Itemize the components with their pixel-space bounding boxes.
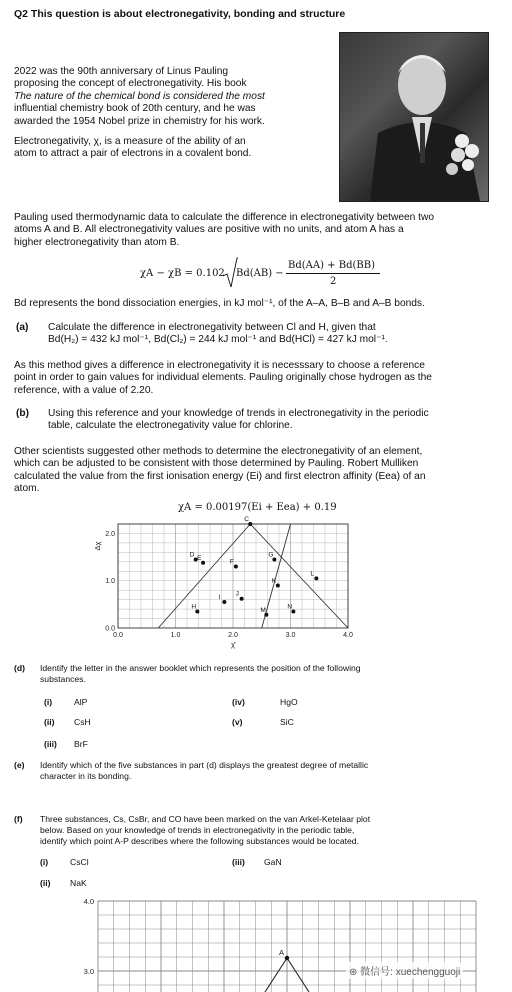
data-point bbox=[285, 956, 289, 960]
portrait-illustration bbox=[340, 33, 488, 201]
part-d-item-text: AlP bbox=[74, 697, 88, 707]
part-f-item-text: GaN bbox=[264, 857, 282, 867]
part-d-text: Identify the letter in the answer booklet which represents the position of the following substances. bbox=[40, 663, 361, 684]
y-tick-label: 2.0 bbox=[105, 530, 115, 538]
pauling-photo bbox=[339, 32, 489, 202]
data-point bbox=[234, 565, 238, 569]
part-d-label: (d) bbox=[14, 663, 25, 673]
point-label: E bbox=[197, 554, 202, 562]
data-point bbox=[276, 583, 280, 587]
part-f-item-num: (ii) bbox=[40, 878, 51, 888]
mulliken-paragraph: Other scientists suggested other methods to determine the electronegativity of an element, which can be adjusted to be consistent with those determined by Pauling. Robert Mulliken calculated the value from the first ionisation energy (Ei) and first electron affinity (Eea) of an atom. bbox=[14, 446, 426, 495]
part-f-label: (f) bbox=[14, 814, 23, 824]
x-tick-label: 3.0 bbox=[285, 632, 296, 639]
definition-paragraph: Electronegativity, χ, is a measure of the ability of an atom to attract a pair of electrons in a covalent bond. bbox=[14, 136, 252, 160]
x-tick-label: 0.0 bbox=[113, 632, 123, 639]
y-tick-label: 3.0 bbox=[83, 967, 94, 976]
part-e-text: Identify which of the five substances in part (d) displays the greatest degree of metallic character in its bonding. bbox=[40, 760, 369, 781]
part-f-item-text: CsCl bbox=[70, 857, 89, 867]
y-tick-label: 1.0 bbox=[105, 578, 115, 586]
pauling-paragraph: Pauling used thermodynamic data to calculate the difference in electronegativity between two atoms A and B. All electronegativity values are positive with no units, and atom A has a higher electronegativity than atom B. bbox=[14, 212, 435, 248]
data-point bbox=[314, 576, 318, 580]
point-label: A bbox=[279, 948, 285, 957]
part-d-item-num: (iv) bbox=[232, 697, 245, 707]
intro-paragraph: 2022 was the 90th anniversary of Linus Pauling proposing the concept of electronegativity. His book The nature of the chemical bond is considered the most influential chemistry book of 20th century, and he was awarded the 1954 Nobel prize in chemistry for his work. bbox=[14, 66, 265, 127]
part-b-text: Using this reference and your knowledge of trends in electronegativity in the periodic table, calculate the electronegativity value for chlorine. bbox=[48, 408, 429, 432]
point-label: D bbox=[189, 551, 195, 559]
triangle-edge bbox=[287, 958, 309, 992]
reference-paragraph: As this method gives a difference in electronegativity it is necesssary to choose a reference point in order to gain values for individual elements. Pauling originally chose hydrogen as the reference, with a value of 2.20. bbox=[14, 360, 432, 396]
part-d-item-text: HgO bbox=[280, 697, 298, 707]
point-label: F bbox=[229, 558, 234, 566]
x-tick-label: 4.0 bbox=[343, 632, 353, 639]
part-d-item-num: (v) bbox=[232, 717, 243, 727]
y-tick-label: 0.0 bbox=[105, 625, 115, 633]
point-label: H bbox=[191, 603, 197, 611]
data-point bbox=[240, 597, 244, 601]
x-axis-label: χ̄ bbox=[231, 640, 235, 649]
part-a-text: Calculate the difference in electronegativity between Cl and H, given that Bd(H₂) = 432 kJ mol⁻¹, Bd(Cl₂) = 244 kJ mol⁻¹ and Bd(HCl) = 427 kJ mol⁻¹. bbox=[48, 322, 388, 346]
part-a-label: (a) bbox=[16, 322, 29, 333]
point-label: L bbox=[310, 570, 314, 578]
bd-definition: Bd represents the bond dissociation energies, in kJ mol⁻¹, of the A–A, B–B and A–B bonds. bbox=[14, 298, 425, 309]
y-axis-label: Δχ bbox=[93, 541, 102, 551]
question-title: Q2 This question is about electronegativity, bonding and structure bbox=[14, 8, 346, 20]
mulliken-formula: χA = 0.00197(Ei + Eea) + 0.19 bbox=[178, 502, 337, 513]
part-f-item-num: (i) bbox=[40, 857, 49, 867]
electronegativity-chart bbox=[88, 516, 368, 656]
triangle-edge bbox=[262, 524, 291, 628]
point-label: K bbox=[271, 577, 277, 585]
x-tick-label: 2.0 bbox=[228, 632, 238, 639]
y-tick-label: 4.0 bbox=[83, 897, 94, 906]
triangle-edge bbox=[158, 524, 250, 628]
point-label: I bbox=[218, 594, 221, 601]
point-label: N bbox=[287, 603, 293, 611]
part-f-item-text: NaK bbox=[70, 878, 87, 888]
point-label: M bbox=[260, 606, 266, 614]
data-point bbox=[222, 600, 226, 604]
point-label: C bbox=[244, 516, 249, 523]
data-point bbox=[201, 561, 205, 565]
wechat-icon: ⊛ bbox=[349, 967, 358, 978]
part-d-item-text: CsH bbox=[74, 717, 91, 727]
point-label: G bbox=[268, 551, 274, 559]
part-d-item-num: (i) bbox=[44, 697, 53, 707]
wechat-watermark bbox=[346, 962, 463, 979]
x-tick-label: 1.0 bbox=[170, 632, 181, 639]
part-d-item-num: (iii) bbox=[44, 739, 57, 749]
part-b-label: (b) bbox=[16, 408, 30, 419]
triangle-edge bbox=[265, 958, 287, 992]
point-label: J bbox=[235, 590, 239, 598]
part-f-item-num: (iii) bbox=[232, 857, 245, 867]
part-f-text: Three substances, Cs, CsBr, and CO have been marked on the van Arkel-Ketelaar plot below. Based on your knowledge of trends in electronegativity in the periodic table, identify which point A-P describes where the following substances would be located. bbox=[40, 814, 371, 846]
part-d-item-text: SiC bbox=[280, 717, 294, 727]
part-d-item-num: (ii) bbox=[44, 717, 55, 727]
part-d-item-text: BrF bbox=[74, 739, 88, 749]
watermark-text: 微信号: xuechengguoji bbox=[360, 967, 461, 978]
part-e-label: (e) bbox=[14, 760, 25, 770]
